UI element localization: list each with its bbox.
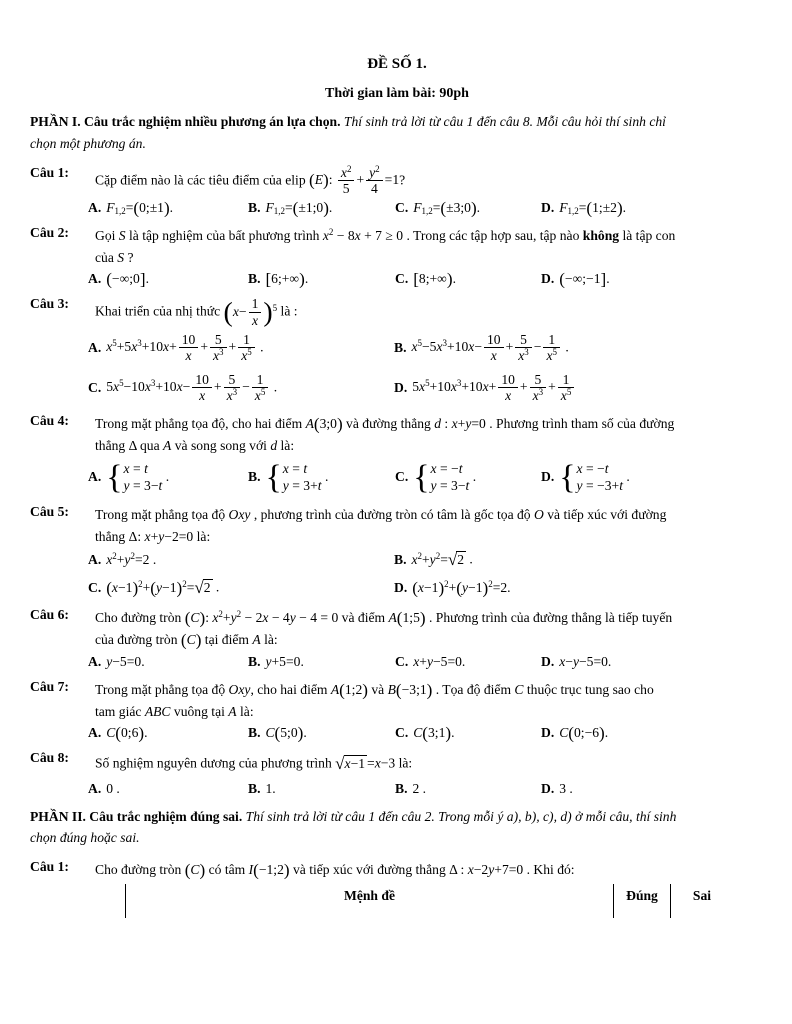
option-label: C. [395, 271, 409, 287]
exam-duration: Thời gian làm bài: 90ph [325, 86, 469, 101]
option [395, 654, 541, 670]
question [30, 750, 764, 796]
option-text: y−5=0. [106, 653, 145, 669]
option [88, 725, 248, 741]
option [248, 725, 395, 741]
option [394, 372, 764, 404]
option [394, 580, 764, 596]
document-title: ĐỀ SỐ 1. [367, 56, 427, 72]
question-main [88, 750, 764, 796]
option-label: B. [394, 552, 407, 568]
option [395, 725, 541, 741]
option [541, 200, 764, 216]
option-text: x+y−5=0. [413, 653, 466, 669]
question-label: Câu 8: [30, 750, 69, 766]
option-text: $(x-1)^2+(y-1)^2=√2$ . [106, 578, 220, 598]
option-text: (−∞;−1]. [559, 269, 610, 289]
option [248, 460, 395, 495]
option-label: A. [88, 469, 102, 485]
part2-question [30, 859, 764, 918]
option [395, 460, 541, 495]
option-text: { x = t y = 3−t . [106, 458, 170, 496]
option [248, 781, 395, 797]
question-main [95, 859, 764, 918]
option-text: $x^5-5x^3+10x-$ $\frac{10}{x}$ + $\frac{5}{x^3}$ − $\frac{1}{x^5}$ . [411, 331, 569, 364]
option-label: B. [248, 780, 261, 796]
options-row [88, 781, 764, 797]
option-label: D. [541, 653, 555, 669]
question-label: Câu 4: [30, 413, 69, 428]
options-row [88, 725, 764, 741]
option-label: B. [395, 780, 408, 796]
option-label: A. [88, 653, 102, 669]
option [541, 460, 764, 495]
option-text: $x^2+y^2=√2$ . [411, 550, 473, 570]
table-header-true: Đúng [613, 884, 670, 918]
question-text: Khai triển của nhị thức (x− $\frac{1}{x}$ )$^5$ là : [95, 296, 298, 328]
option [88, 332, 394, 364]
option-text: { x = t y = 3+t . [265, 458, 329, 496]
option-label: A. [88, 725, 102, 741]
option [395, 271, 541, 287]
options-row [88, 271, 764, 287]
part2-heading-instructions: Thí sinh trả lời từ câu 1 đến câu 2. Trong mỗi ý a), b), c), d) ở mỗi câu, thí sinh chọn đúng hoặc sai. [30, 808, 677, 846]
question-label: Câu 5: [30, 503, 69, 519]
question-main [88, 504, 764, 599]
part2-heading-bold: PHẦN II. Câu trắc nghiệm đúng sai. [30, 808, 243, 824]
option [88, 460, 248, 495]
options-row [88, 332, 764, 405]
option [88, 271, 248, 287]
question [30, 413, 764, 495]
option-label: B. [248, 725, 261, 741]
question [30, 165, 764, 216]
option [88, 552, 394, 568]
option [88, 578, 394, 598]
question-main [88, 225, 764, 289]
question-label: Câu 3: [30, 296, 69, 312]
options-row [88, 200, 764, 216]
option-label: B. [248, 271, 261, 287]
option-text: { x = −t y = −3+t . [559, 458, 630, 496]
option-text: { x = −t y = 3−t . [413, 458, 477, 496]
question-label: Câu 2: [30, 224, 69, 240]
option-label: A. [88, 339, 102, 355]
option [541, 271, 764, 287]
option-text: 2 . [412, 780, 427, 796]
true-false-table [125, 884, 764, 918]
option [88, 372, 394, 404]
question [30, 296, 764, 404]
table-header-statement: Mệnh đề [125, 884, 613, 918]
option-text: [6;+∞). [265, 269, 309, 289]
option-text: 0 . [106, 780, 120, 796]
option-label: D. [541, 271, 555, 287]
option-label: C. [395, 725, 409, 741]
option-label: B. [248, 199, 261, 215]
option-text: C(0;6). [106, 723, 148, 743]
option-text: y+5=0. [265, 653, 304, 669]
question-label: Câu 1: [30, 164, 69, 180]
question-text: Số nghiệm nguyên dương của phương trình √x−1 =x−3 là: [95, 754, 413, 774]
options-row [88, 550, 764, 598]
option-label: D. [541, 725, 555, 741]
question-text: Trong mặt phẳng tọa độ, cho hai điểm A(3;0) và đường thẳng d : x+y=0 . Phương trình tham số của đường thẳng Δ qua A và song song với d là: [95, 414, 675, 453]
option-label: A. [88, 199, 102, 215]
option-text: $F_{1,2}=(\pm 3;0)$. [413, 198, 481, 218]
option-text: $(x-1)^2+(y-1)^2=2$. [412, 578, 511, 598]
option [394, 332, 764, 364]
option-label: B. [394, 339, 407, 355]
question-main [88, 413, 764, 496]
option-label: A. [88, 552, 102, 568]
options-row [88, 654, 764, 670]
option [88, 654, 248, 670]
option-label: D. [541, 469, 555, 485]
option-text: 3 . [559, 780, 573, 796]
option-text: $F_{1,2}=(1;\pm 2)$. [559, 198, 627, 218]
question-text: Cặp điểm nào là các tiêu điểm của elip (E): $\frac{x^2}{5}$ + $\frac{y^2}{4}$ =1? [95, 163, 406, 197]
part2-heading [30, 806, 764, 850]
option-label: D. [394, 379, 408, 395]
option-text: [8;+∞). [413, 269, 456, 289]
question-main [88, 679, 764, 743]
option-label: C. [395, 199, 409, 215]
question [30, 607, 764, 670]
option-text: C(0;−6). [559, 723, 609, 743]
question [30, 225, 764, 288]
option [541, 654, 764, 670]
part1-heading-instructions: Thí sinh trả lời từ câu 1 đến câu 8. Mỗi câu hỏi thí sinh chỉ chọn một phương án. [30, 114, 666, 151]
question-main [88, 607, 764, 670]
option [248, 654, 395, 670]
option-text: $F_{1,2}=(\pm 1;0)$. [265, 198, 333, 218]
question [30, 679, 764, 742]
option-label: B. [248, 653, 261, 669]
option-text: $5x^5-10x^3+10x-$ $\frac{10}{x}$ + $\frac{5}{x^3}$ − $\frac{1}{x^5}$ . [106, 371, 278, 404]
option [88, 781, 248, 797]
question-main [88, 163, 764, 218]
option-text: $F_{1,2}=(0;\pm 1)$. [106, 198, 174, 218]
option [248, 271, 395, 287]
option-text: $x^5+5x^3+10x+$ $\frac{10}{x}$ + $\frac{5}{x^3}$ + $\frac{1}{x^5}$ . [106, 331, 264, 364]
option-text: $5x^5+10x^3+10x+$ $\frac{10}{x}$ + $\frac{5}{x^3}$ + $\frac{1}{x^5}$ [412, 372, 576, 404]
table-header-false: Sai [670, 884, 733, 918]
question-text: Cho đường tròn (C) có tâm I(−1;2) và tiếp xúc với đường thẳng Δ : x−2y+7=0 . Khi đó: [95, 860, 575, 880]
question [30, 504, 764, 599]
part1-heading [30, 111, 764, 155]
option-label: C. [395, 469, 409, 485]
option-label: B. [248, 469, 261, 485]
question-text: Trong mặt phẳng tọa độ Oxy , phương trình của đường tròn có tâm là gốc tọa độ O và tiếp xúc với đường thẳng Δ: x+y−2=0 là: [95, 506, 667, 544]
option-label: C. [88, 580, 102, 596]
question-label: Câu 7: [30, 678, 69, 694]
option-label: D. [541, 199, 555, 215]
option-label: C. [88, 379, 102, 395]
option-text: $x^2+y^2=2$ . [106, 551, 157, 568]
option-label: A. [88, 271, 102, 287]
question-label: Câu 6: [30, 607, 69, 623]
option-label: C. [395, 653, 409, 669]
options-row [88, 460, 764, 495]
option-label: A. [88, 780, 102, 796]
option [248, 200, 395, 216]
part1-questions [30, 165, 764, 797]
option [395, 200, 541, 216]
option-text: x−y−5=0. [559, 653, 612, 669]
option [541, 781, 764, 797]
option [88, 200, 248, 216]
option [394, 550, 764, 570]
option-text: C(3;1). [413, 723, 455, 743]
question-label: Câu 1: [30, 859, 69, 875]
question-main [88, 296, 764, 404]
part1-heading-bold: PHẦN I. Câu trắc nghiệm nhiều phương án lựa chọn. [30, 114, 341, 129]
option-text: C(5;0). [265, 723, 307, 743]
option [395, 781, 541, 797]
option-text: (−∞;0]. [106, 269, 149, 289]
question-text: Trong mặt phẳng tọa độ Oxy, cho hai điểm A(1;2) và B(−3;1) . Tọa độ điểm C thuộc trục tung sao cho tam giác ABC vuông tại A là: [95, 680, 654, 719]
option-text: 1. [265, 780, 276, 796]
option-label: D. [541, 780, 555, 796]
option-label: D. [394, 580, 408, 596]
option [541, 725, 764, 741]
question-text: Cho đường tròn (C): $x^2+y^2 - 2x - 4y - 4 = 0$ và điểm A(1;5) . Phương trình của đường thẳng là tiếp tuyến của đường tròn (C) tại điểm A là: [95, 608, 673, 650]
question-text: Gọi S là tập nghiệm của bất phương trình $x^2 - 8x + 7 \ge 0$ . Trong các tập hợp sau, tập nào không là tập con của S ? [95, 226, 676, 265]
